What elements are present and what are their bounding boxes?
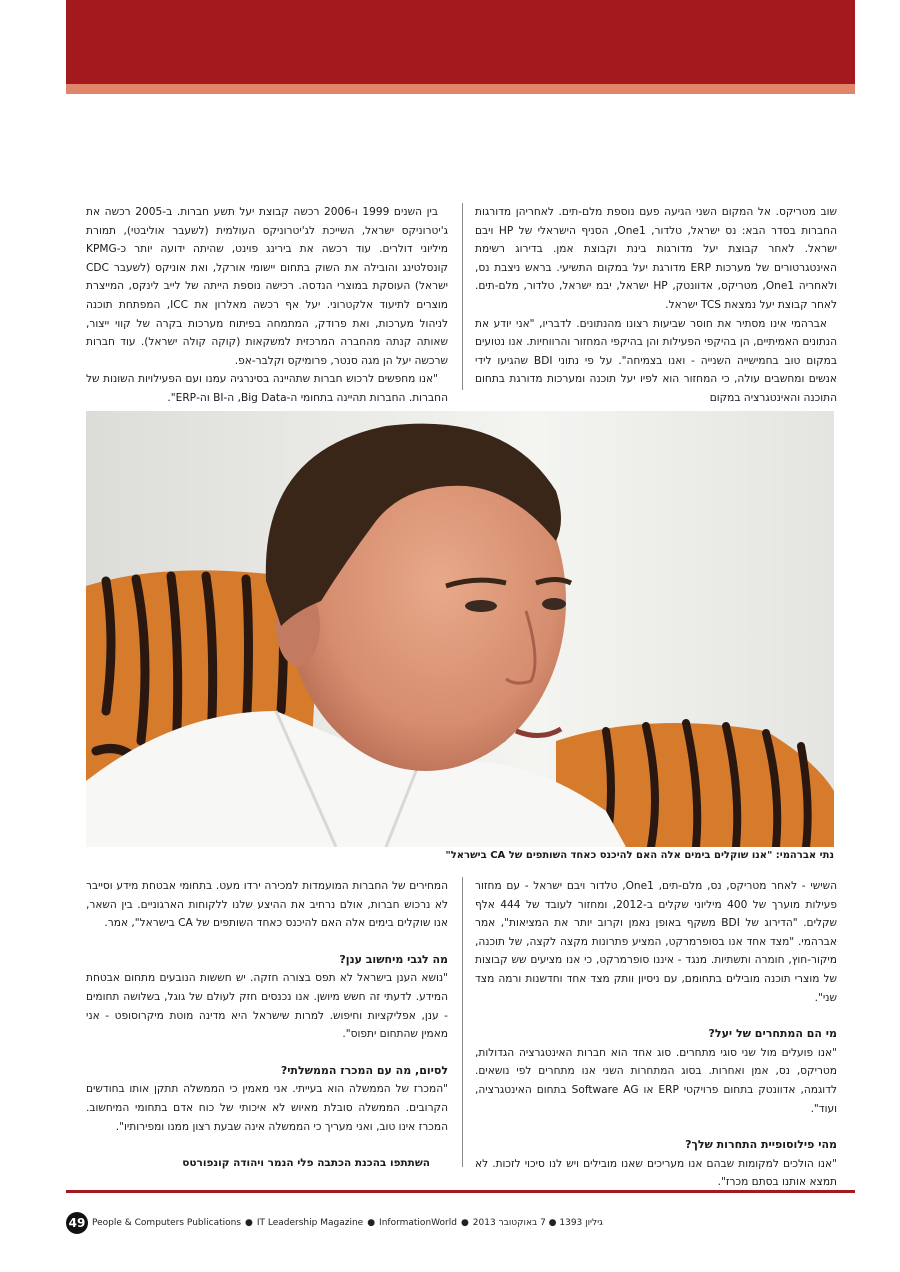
paragraph: השישי - לאחר מטריקס, נס, מלם-תים, One1, טלדור ויבם ישראל - עם מחזור פעילות מוערך של 400 מיליוני שקלים ב-2012, ומחזור לעובד של 444 אלף שקלים. "הדירוג של BDI משקף באופן נאמן וקרוב יותר את המציאות", אמר אברהמי. "מצד אחד אנו בסופרמרקט, המציע פתרונות מקצה לקצה, של תוכנה, מיקור-חוץ, חומרה ותשתיות. מנגד - איננו סופרמרקט, כי אנו מציעים שש קבוצות של מוצרי תוכנה מובילים בתחומם, עם ניסיון וותק מצד אחד וחדשנות ורמה מצד שני".: [475, 880, 838, 1004]
paragraph: "אנו פועלים מול שני סוגי מתחרים. סוג אחד הוא חברות האינטגרציה הגדולות, מטריקס, נס, אמן ואחרות. בסוג המתחרות השני אנו מתחרים לפי נושאים. לדוגמה, אדוונטק בתחום פרויקטי ERP או Software AG בתחום האינטגרציה, ועוד".: [475, 1046, 837, 1115]
bullet-icon: ●: [460, 1218, 469, 1228]
paragraph: שוב מטריקס. אל המקום השני הגיעה פעם נוספת מלם-תים. לאחריהן מדורגות החברות בסדר הבא: נס ישראל, טלדור, One1, הסניף הישראלי של HP ויבם ישראל. לאחר קבוצת יעל מדורגות בינת וקבוצת אמן. בדירוג רשימת האינטגרטורים של מערכות ERP מדורגת יעל במקום התשיעי. בראש ניצבת נס, ולאחריה One1, מטריקס, אדוונטק, HP ישראל, יבמ ישראל, טלדור, מלם-תים. לאחר קבוצת יעל נמצאת TCS ישראל.: [475, 206, 838, 311]
footer-rule: [66, 1190, 855, 1193]
top-right-column: [475, 203, 837, 408]
page-footer: [66, 1212, 855, 1236]
site-name: InformationWorld: [379, 1218, 457, 1228]
issue-info: גיליון 1393 ● 7 באוקטובר 2013: [472, 1218, 603, 1228]
top-left-column: [86, 203, 448, 408]
bullet-icon: ●: [367, 1218, 376, 1228]
magazine-name: IT Leadership Magazine: [256, 1218, 364, 1228]
paragraph: המחירים של החברות המועמדות למכירה ירדו מעט. בתחומי אבטחת מידע וסייבר לא נרכוש חברות, אולם נרחיב את ההיצע שלנו ללקוחות הארגוניים. בין השאר, אנו שוקלים בימים אלה האם להיכנס כאחד השותפים של CA בישראל", אמר.: [86, 880, 448, 930]
paragraph: "המכרז של הממשלה הוא בעייתי. אני מאמין כי הממשלה תתקן אותו בחודשים הקרובים. הממשלה סובלת מאיוש לא איכותי של כוח אדם בתחומי המיחשוב. המכרז אינו טוב, ואני מעריך כי הממשלה אינה שבעת רצון ממנו ומפירותיו".: [86, 1083, 448, 1133]
bullet-icon: ●: [245, 1218, 253, 1228]
column-divider: [462, 877, 463, 1167]
photo-caption: נתי אברהמי: "אנו שוקלים בימים אלה האם להיכנס כאחד השותפים של CA בישראל": [445, 850, 834, 861]
paragraph: אברהמי אינו מסתיר את חוסר שביעות רצונו מהנתונים. לדבריו, "אני יודע את הנתונים האמיתיים, הן בהיקפי הפעילות והן בהיקפי המחזור והרווחיות. אנו נטועים במקום טוב בחמישייה השנייה - ואנו בצמיחה". על פי נתוני BDI שהגיעו לידי אנשים ומחשבים עולה, כי המחזור הוא לפיו יעל תוכנה ומערכות מדורגת בתחום התוכנה והאינטגרציה במקום: [475, 317, 837, 404]
section-heading: מה לגבי מיחשוב ענן?: [339, 952, 448, 966]
portrait-photo: [86, 411, 834, 847]
section-heading: מי הם המתחרים של יעל?: [708, 1027, 837, 1041]
article-credit: השתתפו בהכנת הכתבה פלי הנמר ויהודה קונפורטס: [182, 1157, 430, 1169]
header-stripe: [66, 84, 855, 94]
publisher-name: People & Computers Publications: [92, 1218, 242, 1228]
header-band: [66, 0, 855, 84]
paragraph: "אנו הולכים למקומות שבהם אנו מעריכים שאנו מובילים ויש לנו סיכוי לזכות. לא תמצא אותנו בסתם מכרז".: [475, 1157, 837, 1189]
footer-text: [92, 1216, 603, 1230]
section-heading: לסיום, מה עם המכרז הממשלתי?: [280, 1063, 448, 1077]
bottom-left-column: [86, 877, 448, 1136]
page-number: 49: [66, 1212, 88, 1234]
paragraph: בין השנים 1999 ו-2006 רכשה קבוצת יעל תשע חברות. ב-2005 רכשה את ג'יטרוניקס ישראל, השייכת לג'יטרוניקס העולמית (לשעבר אוליבטי), תמורת מיליוני דולרים. עוד רכשה את בירינג פוינט, שהיתה ידועה יותר כ-KPMG קונסלטינג והובילה את השוק בתחום יישומי אורקל, ואת אוניקס (לשעבר CDC ישראל) העוסקת במוצרי הנדסה. רכישה נוספת הייתה של לייב לינקס, המייצרת מוצרים לתיעוד אלקטרוני. יעל אף רכשה מאלרון את ICC, המפתחת תוכנה לניהול מערכות, ואת פרודק, המתמחה בפיתוח מערכות בקרה של קווי ייצור, שאותה קנתה מהחברה המרכזית למשקאות (קוקה קולה ישראל). עוד חברות שרכשה יעל הן מגה סנטר, פרומיקס וקלבר-אפ.: [86, 206, 448, 367]
column-divider: [462, 203, 463, 390]
paragraph: "נושא הענן בישראל לא תפס בצורה חזקה. יש חששות הנובעים מתחום אבטחת המידע. לדעתי זה חשש מיושן. אנו נכנסים חזק לעולם של גוגל, בשלושה תחומים - ענן, אפליקציות וחיפוש. למרות שישראל היא מדינה מוטת מיקרוסופט - אני מאמין שהתחום יתפוס".: [86, 972, 448, 1041]
paragraph: "אנו מחפשים לרכוש חברות שתהיינה בסינרגיה עמנו ועם הפעילויות השונות של החברות. החברות תהיינה בתחומי ה-Big Data, ה-BI וה-ERP".: [86, 373, 448, 404]
bottom-right-column: [475, 877, 837, 1192]
section-heading: מהי פילוסופיית התחרות שלך?: [685, 1138, 837, 1152]
